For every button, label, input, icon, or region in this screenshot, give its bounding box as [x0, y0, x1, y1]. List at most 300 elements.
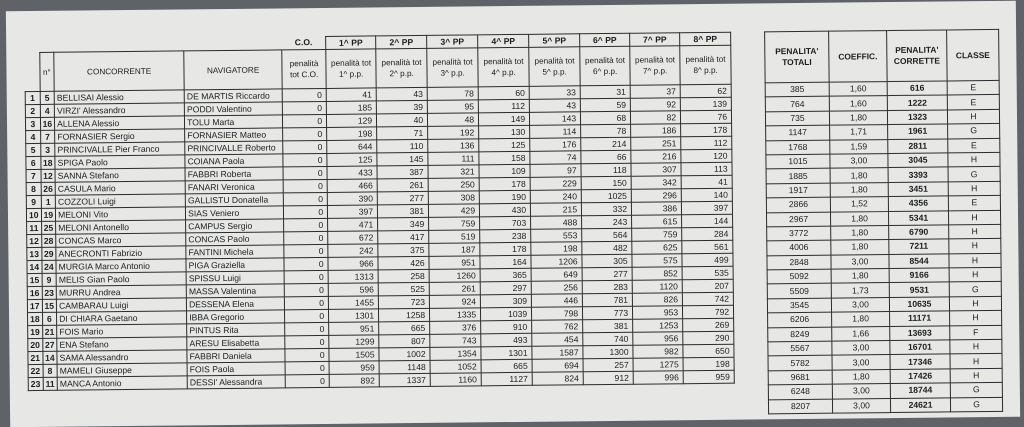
number-cell: 8 [43, 364, 58, 377]
pp4-cell: 309 [480, 294, 531, 308]
rank-cell: 21 [28, 351, 43, 364]
classe-cell: H [949, 253, 1001, 268]
pp7-cell: 296 [631, 189, 681, 203]
coeff-cell: 1,80 [830, 168, 888, 183]
coeff-cell: 1,73 [831, 283, 889, 298]
totali-cell: 1885 [766, 169, 830, 184]
pp2-cell: 1002 [379, 347, 430, 361]
totali-cell: 2967 [766, 212, 830, 227]
pp5-cell: 553 [531, 229, 582, 243]
concorrente-cell: FOIS Mario [57, 324, 187, 338]
number-cell: 21 [42, 325, 57, 338]
navigatore-cell: FABBRI Daniela [187, 349, 285, 363]
corrette-cell: 1961 [888, 124, 948, 139]
pp6-cell: 740 [583, 332, 633, 346]
pp8-cell: 120 [681, 149, 732, 163]
pp8-header: 8^ PP [680, 32, 731, 46]
rank-cell: 7 [26, 169, 41, 182]
corrette-cell: 1323 [887, 110, 947, 125]
corrette-cell: 2811 [888, 139, 948, 154]
coeff-cell: 1,80 [831, 240, 889, 255]
number-cell: 15 [42, 299, 57, 312]
classe-cell: H [949, 224, 1001, 239]
pp2-cell: 417 [378, 230, 429, 244]
navigatore-cell: DE MARTIS Riccardo [184, 89, 282, 103]
pp3-cell: 111 [428, 152, 479, 166]
classe-cell: H [949, 267, 1001, 282]
classe-cell: G [948, 167, 1000, 182]
results-table [24, 32, 735, 391]
rank-cell: 3 [25, 117, 40, 130]
pp1-cell: 433 [327, 166, 377, 180]
pp4-cell: 109 [479, 164, 530, 178]
concorrente-cell: SPIGA Paolo [55, 155, 185, 169]
concorrente-cell: MURGIA Marco Antonio [56, 259, 186, 273]
pp1-cell: 471 [328, 218, 378, 232]
pp2-cell: 381 [378, 204, 429, 218]
classe-cell: H [948, 181, 1000, 196]
pp5-cell: 1587 [532, 346, 583, 360]
pp7-cell: 826 [632, 293, 682, 307]
pp2-cell: 277 [377, 191, 428, 205]
pp4-cell: 112 [478, 99, 529, 113]
pp6-cell: 781 [582, 293, 632, 307]
pp2-cell: 723 [378, 295, 429, 309]
navigatore-cell: GALLISTU Donatella [185, 193, 283, 207]
pp3-cell: 1260 [429, 269, 480, 283]
pp8-cell: 112 [681, 136, 732, 150]
navigatore-cell: MASSA Valentina [186, 284, 284, 298]
pp8-cell: 397 [682, 201, 733, 215]
rank-cell: 12 [27, 234, 42, 247]
pp6-cell: 332 [582, 202, 632, 216]
totali-cell: 6248 [768, 384, 832, 399]
co-cell: 0 [284, 244, 328, 257]
totali-cell: 735 [765, 111, 829, 126]
concorrente-cell: MELONI Vito [56, 207, 186, 221]
co-cell: 0 [285, 348, 329, 361]
pp3-cell: 192 [428, 126, 479, 140]
totali-cell: 5782 [768, 356, 832, 371]
totali-cell: 5509 [767, 284, 831, 299]
rank-cell: 2 [25, 104, 40, 117]
coeff-cell: 1,71 [830, 125, 888, 140]
pp2-cell: 525 [378, 282, 429, 296]
rank-cell: 14 [27, 260, 42, 273]
number-cell: 25 [41, 221, 56, 234]
concorrente-cell: SAMA Alessandro [57, 350, 187, 364]
navigatore-cell: DESSENA Elena [186, 297, 284, 311]
concorrente-cell: CASULA Mario [55, 181, 185, 195]
pp7-cell: 1253 [633, 319, 683, 333]
pp6-cell: 381 [583, 319, 633, 333]
pp3-cell: 924 [429, 295, 480, 309]
pp8-cell: 959 [683, 370, 734, 384]
pp8-cell: 650 [683, 344, 734, 358]
pp2-cell: 387 [377, 165, 428, 179]
pp4-cell: 365 [480, 268, 531, 282]
co-cell: 0 [282, 101, 326, 114]
number-cell: 27 [42, 338, 57, 351]
pp2-cell: 40 [377, 113, 428, 127]
co-cell: 0 [283, 153, 327, 166]
coeff-cell: 3,00 [832, 341, 890, 356]
pp4-cell: 60 [478, 86, 529, 100]
concorrente-cell: PRINCIVALLE Pier Franco [55, 142, 185, 156]
pp3-cell: 250 [428, 178, 479, 192]
corrette-cell: 3451 [888, 182, 948, 197]
navigatore-cell: FORNASIER Matteo [185, 128, 283, 142]
pp5-cell: 198 [531, 242, 582, 256]
pp7-cell: 1275 [633, 358, 683, 372]
pp5-cell: 176 [530, 138, 581, 152]
pp2-cell: 110 [377, 139, 428, 153]
totali-cell: 5092 [767, 269, 831, 284]
classe-cell: G [948, 124, 1000, 139]
pp4-cell: 910 [481, 320, 532, 334]
pp6-cell: 59 [580, 98, 630, 112]
co-cell: 0 [285, 361, 329, 374]
navigatore-cell: IBBA Gregorio [187, 310, 285, 324]
pp5-cell: 798 [532, 307, 583, 321]
classe-cell: G [950, 397, 1002, 412]
coeff-cell: 1,80 [829, 110, 887, 125]
concorrente-cell: CONCAS Marco [56, 233, 186, 247]
totali-cell: 9681 [768, 370, 832, 385]
classe-cell: H [950, 354, 1002, 369]
pp8-cell: 269 [683, 318, 734, 332]
pp1-cell: 125 [327, 153, 377, 167]
pp7-cell: 82 [631, 111, 681, 125]
pp8-cell: 139 [680, 97, 731, 111]
pp4-subheader: penalità tot 4^ p.p. [478, 47, 529, 87]
pp6-cell: 150 [581, 176, 631, 190]
rank-cell: 5 [26, 143, 41, 156]
pp8-cell: 198 [683, 357, 734, 371]
rank-cell: 18 [28, 312, 43, 325]
pp8-cell: 41 [681, 175, 732, 189]
pp1-cell: 1505 [329, 348, 379, 362]
corrette-cell: 24621 [890, 398, 950, 413]
navigatore-cell: SIAS Veniero [186, 206, 284, 220]
pp1-cell: 466 [327, 179, 377, 193]
coeff-header: COEFFIC. [829, 31, 888, 83]
concorrente-cell: MAMELI Giuseppe [57, 363, 187, 377]
pp7-cell: 251 [631, 137, 681, 151]
pp6-header: 6^ PP [580, 33, 630, 47]
pp6-cell: 214 [581, 137, 631, 151]
navigatore-cell: FANARI Veronica [185, 180, 283, 194]
corrette-cell: 10635 [889, 297, 949, 312]
corrette-cell: 4356 [888, 196, 948, 211]
pp1-cell: 1299 [329, 335, 379, 349]
number-cell: 28 [41, 234, 56, 247]
co-cell: 0 [283, 127, 327, 140]
classe-cell: H [948, 152, 1000, 167]
pp2-cell: 71 [377, 126, 428, 140]
pp6-cell: 66 [581, 150, 631, 164]
pp7-cell: 759 [632, 228, 682, 242]
navigatore-cell: DESSI' Alessandra [187, 375, 285, 389]
pp2-cell: 807 [379, 334, 430, 348]
pp2-cell: 1337 [379, 373, 430, 387]
navigatore-cell: COIANA Paola [185, 154, 283, 168]
pp6-cell: 305 [582, 254, 632, 268]
navigatore-cell: ARESU Elisabetta [187, 336, 285, 350]
pp4-cell: 164 [480, 255, 531, 269]
corrette-cell: 8544 [889, 254, 949, 269]
classe-cell: H [949, 239, 1001, 254]
pp4-header: 4^ PP [478, 34, 529, 48]
pp5-cell: 43 [529, 99, 580, 113]
pp7-cell: 575 [632, 254, 682, 268]
pp3-cell: 308 [428, 191, 479, 205]
pp7-cell: 186 [631, 124, 681, 138]
pp7-cell: 982 [633, 345, 683, 359]
pp1-cell: 959 [329, 361, 379, 375]
co-cell: 0 [283, 192, 327, 205]
corrette-cell: 7211 [889, 239, 949, 254]
summary-table [764, 29, 1003, 414]
rank-cell: 11 [27, 221, 42, 234]
pp3-cell: 48 [428, 113, 479, 127]
co-cell: 0 [284, 296, 328, 309]
pp4-cell: 430 [480, 203, 531, 217]
pp5-cell: 256 [531, 281, 582, 295]
pp5-cell: 488 [531, 216, 582, 230]
number-cell: 24 [42, 260, 57, 273]
totali-cell: 6206 [768, 312, 832, 327]
classe-cell: E [947, 80, 999, 95]
classe-cell: H [948, 210, 1000, 225]
results-body [25, 84, 734, 390]
pp1-cell: 951 [329, 322, 379, 336]
number-cell: 26 [41, 182, 56, 195]
pp8-cell: 144 [682, 214, 733, 228]
concorrente-cell: DI CHIARA Gaetano [57, 311, 187, 325]
navigatore-cell: FABBRI Roberta [185, 167, 283, 181]
pp7-cell: 92 [630, 98, 680, 112]
classe-cell: G [950, 383, 1002, 398]
pp6-cell: 283 [582, 280, 632, 294]
pp1-subheader: penalità tot 1^ p.p. [326, 49, 376, 89]
rank-cell: 19 [28, 325, 43, 338]
number-cell: 9 [42, 273, 57, 286]
co-cell: 0 [283, 179, 327, 192]
pp2-cell: 665 [379, 321, 430, 335]
co-cell: 0 [285, 322, 329, 335]
pp5-cell: 824 [532, 372, 583, 386]
pp4-cell: 178 [480, 242, 531, 256]
navigatore-cell: CONCAS Paolo [186, 232, 284, 246]
corrette-cell: 9166 [889, 268, 949, 283]
coeff-cell: 1,80 [831, 225, 889, 240]
navigatore-cell: PODDI Valentino [184, 102, 282, 116]
pp1-cell: 198 [327, 127, 377, 141]
pp1-cell: 41 [326, 88, 376, 102]
co-cell: 0 [283, 114, 327, 127]
number-cell: 4 [40, 104, 55, 117]
totali-cell: 1147 [766, 125, 830, 140]
pp7-cell: 852 [632, 267, 682, 281]
coeff-cell: 3,00 [832, 384, 890, 399]
pp6-cell: 564 [582, 228, 632, 242]
concorrente-cell: ENA Stefano [57, 337, 187, 351]
number-cell: 16 [40, 117, 55, 130]
co-cell: 0 [284, 270, 328, 283]
pp8-cell: 561 [682, 240, 733, 254]
rank-cell: 17 [27, 299, 42, 312]
pp5-cell: 33 [529, 86, 580, 100]
coeff-cell: 1,60 [829, 82, 887, 97]
rank-cell: 22 [28, 364, 43, 377]
pp8-cell: 178 [681, 123, 732, 137]
coeff-cell: 1,80 [832, 312, 890, 327]
pp1-cell: 129 [327, 114, 377, 128]
pp5-cell: 74 [530, 151, 581, 165]
number-cell: 1 [41, 195, 56, 208]
totali-header: PENALITA' TOTALI [765, 31, 830, 83]
number-cell: 3 [40, 143, 55, 156]
corrette-cell: 5341 [888, 210, 948, 225]
pp6-cell: 773 [583, 306, 633, 320]
pp1-cell: 185 [326, 101, 376, 115]
pp3-cell: 743 [430, 334, 481, 348]
pp5-cell: 762 [532, 320, 583, 334]
pp4-cell: 1127 [481, 372, 532, 386]
pp4-cell: 190 [479, 190, 530, 204]
coeff-cell: 3,00 [830, 154, 888, 169]
pp6-cell: 118 [581, 163, 631, 177]
co-cell: 0 [284, 218, 328, 231]
totali-cell: 8207 [768, 399, 832, 414]
co-subheader: penalità tot C.O. [282, 49, 326, 88]
pp2-cell: 375 [378, 243, 429, 257]
pp3-cell: 1160 [430, 373, 481, 387]
totali-cell: 2848 [767, 255, 831, 270]
pp7-cell: 216 [631, 150, 681, 164]
corrette-cell: 17346 [890, 354, 950, 369]
pp2-cell: 145 [377, 152, 428, 166]
number-cell: 11 [43, 377, 58, 390]
pp3-subheader: penalità tot 3^ p.p. [427, 48, 478, 88]
pp5-cell: 97 [530, 164, 581, 178]
rank-cell: 1 [25, 91, 40, 104]
concorrente-header: CONCORRENTE [54, 51, 184, 91]
concorrente-cell: VIRZI' Alessandro [54, 103, 184, 117]
co-header: C.O. [294, 37, 313, 48]
pp5-cell: 694 [532, 359, 583, 373]
summary-row [768, 397, 1002, 414]
totali-cell: 764 [765, 97, 829, 112]
pp5-cell: 114 [530, 125, 581, 139]
pp2-cell: 39 [376, 100, 427, 114]
pp2-cell: 261 [377, 178, 428, 192]
corrette-cell: 9531 [889, 282, 949, 297]
pp4-cell: 178 [479, 177, 530, 191]
classe-header: CLASSE [947, 29, 1000, 81]
concorrente-cell: SANNA Stefano [55, 168, 185, 182]
pp8-cell: 113 [681, 162, 732, 176]
totali-cell: 2866 [766, 197, 830, 212]
co-cell: 0 [285, 309, 329, 322]
number-cell: 19 [41, 208, 56, 221]
pp2-header: 2^ PP [376, 35, 427, 49]
number-cell: 5 [40, 91, 55, 104]
coeff-cell: 3,00 [831, 254, 889, 269]
rank-cell: 13 [27, 247, 42, 260]
corrette-cell: 3045 [888, 153, 948, 168]
pp6-cell: 1025 [581, 189, 631, 203]
navigatore-cell: FANTINI Michela [186, 245, 284, 259]
rank-cell: 15 [27, 273, 42, 286]
coeff-cell: 1,66 [832, 326, 890, 341]
classe-cell: H [950, 368, 1002, 383]
classe-cell: H [950, 311, 1002, 326]
classe-cell: H [949, 296, 1001, 311]
corrette-cell: 1222 [887, 95, 947, 110]
concorrente-cell: MELIS Gian Paolo [56, 272, 186, 286]
co-cell: 0 [284, 257, 328, 270]
pp3-cell: 1052 [430, 360, 481, 374]
pp4-cell: 297 [480, 281, 531, 295]
summary-body [765, 80, 1002, 413]
pp6-cell: 243 [582, 215, 632, 229]
pp5-cell: 229 [530, 177, 581, 191]
pp2-cell: 258 [378, 269, 429, 283]
pp3-cell: 136 [428, 139, 479, 153]
pp7-header: 7^ PP [630, 33, 680, 47]
pp8-cell: 290 [683, 331, 734, 345]
totali-cell: 4006 [767, 240, 831, 255]
classe-cell: E [947, 95, 999, 110]
pp4-cell: 1039 [481, 307, 532, 321]
number-cell: 12 [41, 169, 56, 182]
coeff-cell: 3,00 [832, 355, 890, 370]
pp4-cell: 125 [479, 138, 530, 152]
corrette-cell: 16701 [890, 340, 950, 355]
pp5-cell: 215 [531, 203, 582, 217]
pp8-cell: 284 [682, 227, 733, 241]
navigatore-cell: TOLU Marta [185, 115, 283, 129]
pp4-cell: 238 [480, 229, 531, 243]
co-cell: 0 [283, 140, 327, 153]
pp8-cell: 499 [682, 253, 733, 267]
number-cell: 23 [42, 286, 57, 299]
pp1-cell: 1301 [329, 309, 379, 323]
totali-cell: 385 [765, 82, 829, 97]
pp3-cell: 951 [429, 256, 480, 270]
pp3-cell: 321 [428, 165, 479, 179]
pp7-cell: 37 [630, 85, 680, 99]
pp7-cell: 956 [633, 332, 683, 346]
pp1-cell: 966 [328, 257, 378, 271]
coeff-cell: 1,80 [830, 182, 888, 197]
rank-cell: 16 [27, 286, 42, 299]
co-cell: 0 [284, 283, 328, 296]
pp2-cell: 349 [378, 217, 429, 231]
pp6-cell: 1300 [583, 345, 633, 359]
corrette-cell: 17426 [890, 369, 950, 384]
number-cell: 14 [42, 351, 57, 364]
pp6-cell: 912 [583, 371, 633, 385]
concorrente-cell: FORNASIER Sergio [55, 129, 185, 143]
pp8-cell: 140 [681, 188, 732, 202]
navigatore-cell: FOIS Paola [187, 362, 285, 376]
co-cell: 0 [282, 88, 326, 101]
coeff-cell: 1,80 [831, 269, 889, 284]
pp4-cell: 665 [481, 359, 532, 373]
